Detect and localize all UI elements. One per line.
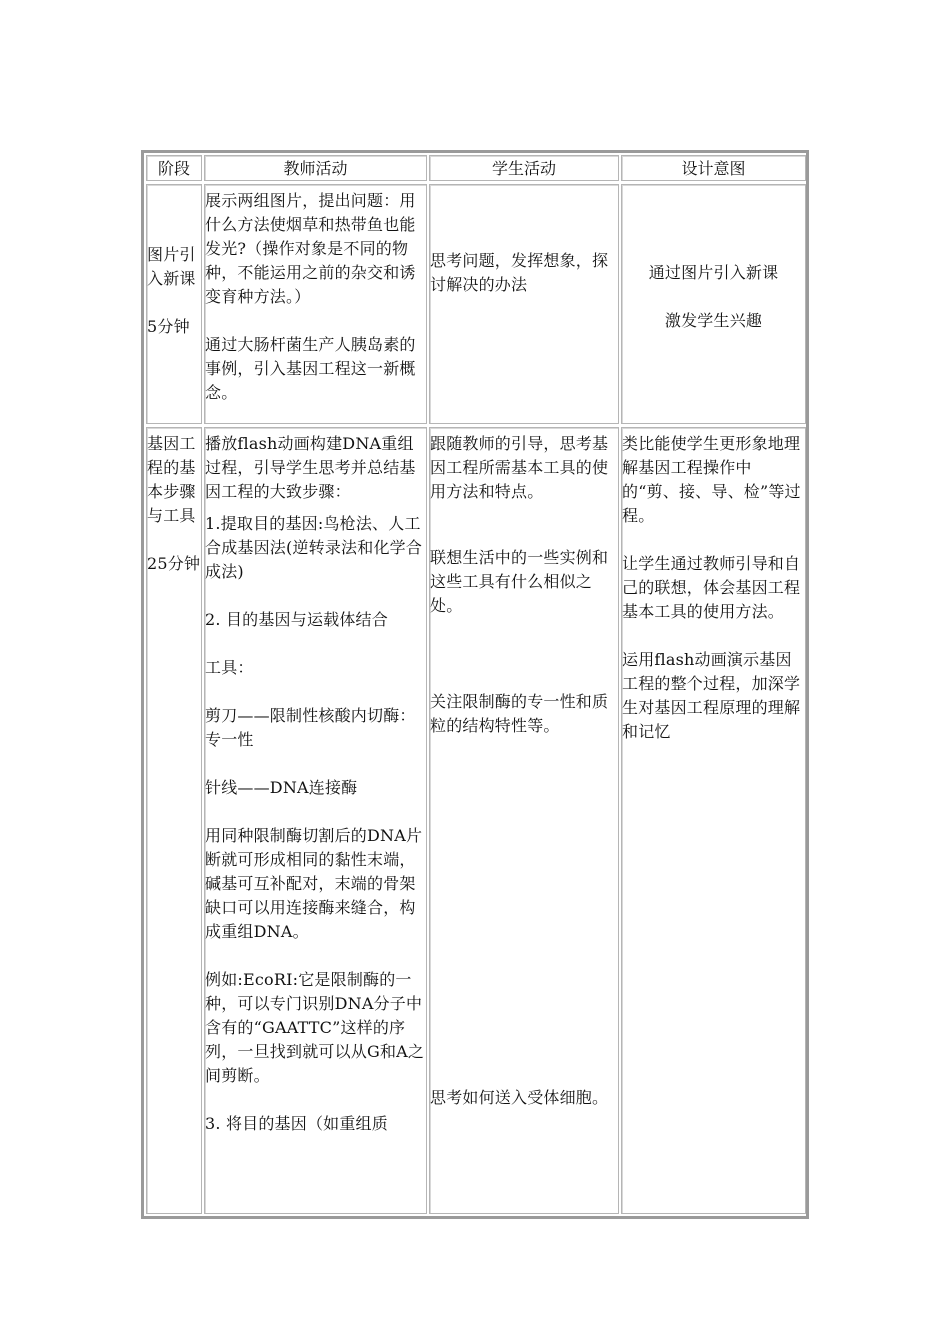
design-text: 运用flash动画演示基因工程的整个过程，加深学生对基因工程原理的理解和记忆	[622, 650, 801, 741]
student-text: 思考如何送入受体细胞。	[430, 1088, 609, 1107]
stage-duration: 5分钟	[147, 317, 190, 336]
student-text: 思考问题，发挥想象，探讨解决的办法	[430, 251, 609, 294]
row2-teacher-activity	[204, 427, 427, 1214]
lesson-plan-table	[141, 150, 809, 1219]
design-text: 通过图片引入新课	[648, 263, 779, 282]
header-student-activity: 学生活动	[429, 155, 619, 181]
design-text: 让学生通过教师引导和自己的联想，体会基因工程基本工具的使用方法。	[622, 554, 801, 621]
stage-title: 图片引入新课	[147, 245, 196, 288]
header-teacher-activity: 教师活动	[204, 155, 427, 181]
row1-design-intent	[621, 184, 806, 424]
teacher-text: 例如:EcoRI:它是限制酶的一种，可以专门识别DNA分子中含有的“GAATTC”这样的序列，一旦找到就可以从G和A之间剪断。	[205, 970, 425, 1085]
teacher-text: 播放flash动画构建DNA重组过程，引导学生思考并总结基因工程的大致步骤：	[205, 434, 416, 501]
row1-teacher-activity	[204, 184, 427, 424]
teacher-text: 通过大肠杆菌生产人胰岛素的事例，引入基因工程这一新概念。	[205, 335, 416, 402]
row2-stage	[146, 427, 202, 1214]
row1-stage	[146, 184, 202, 424]
header-stage: 阶段	[146, 155, 202, 181]
teacher-text: 剪刀——限制性核酸内切酶：专一性	[205, 706, 416, 749]
stage-title: 基因工程的基本步骤与工具	[147, 434, 196, 525]
row2-student-activity	[429, 427, 619, 1214]
teacher-text: 工具：	[205, 658, 254, 677]
teacher-text: 1.提取目的基因:鸟枪法、人工合成基因法(逆转录法和化学合成法)	[205, 514, 423, 581]
teacher-text: 针线——DNA连接酶	[205, 778, 358, 797]
design-text: 激发学生兴趣	[664, 311, 763, 330]
teacher-text: 2. 目的基因与运载体结合	[205, 610, 388, 629]
student-text: 联想生活中的一些实例和这些工具有什么相似之处。	[430, 548, 609, 615]
row1-student-activity	[429, 184, 619, 424]
design-text: 类比能使学生更形象地理解基因工程操作中的“剪、接、导、检”等过程。	[622, 434, 801, 525]
student-text: 关注限制酶的专一性和质粒的结构特性等。	[430, 692, 609, 735]
header-design-intent: 设计意图	[621, 155, 806, 181]
row2-design-intent	[621, 427, 806, 1214]
teacher-text: 3. 将目的基因（如重组质	[205, 1114, 388, 1133]
teacher-text: 展示两组图片，提出问题：用什么方法使烟草和热带鱼也能发光?（操作对象是不同的物种，不能运用之前的杂交和诱变育种方法。）	[205, 191, 416, 306]
teacher-text: 用同种限制酶切割后的DNA片断就可形成相同的黏性末端，碱基可互补配对，末端的骨架缺口可以用连接酶来缝合，构成重组DNA。	[205, 826, 423, 941]
student-text: 跟随教师的引导，思考基因工程所需基本工具的使用方法和特点。	[430, 434, 609, 501]
stage-duration: 25分钟	[147, 554, 201, 573]
